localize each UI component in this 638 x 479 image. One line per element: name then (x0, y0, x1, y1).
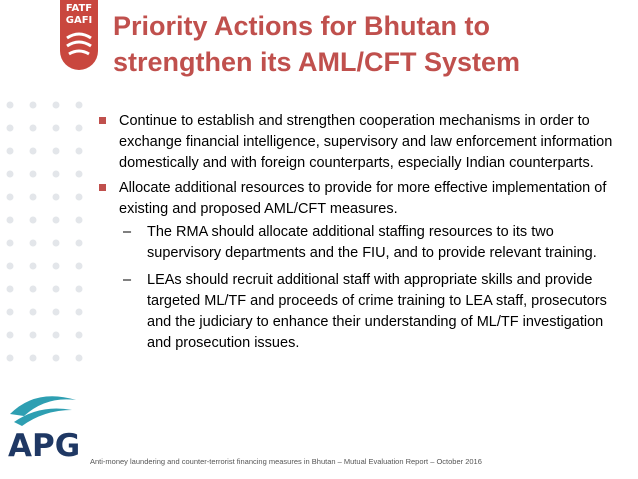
fatf-gafi-logo (60, 0, 98, 70)
slide-title (113, 8, 613, 80)
apg-logo-text: APG (8, 428, 81, 462)
title-line-2: strengthen its AML/CFT System (113, 47, 521, 77)
bullet-item (99, 111, 619, 174)
bullet-text: Continue to establish and strengthen cooperation mechanisms in order to exchange financial intelligence, supervisory and law enforcement information domestically and with foreign counterparts, especially Indian counterparts. (119, 113, 613, 171)
apg-logo (6, 392, 94, 462)
sub-bullet-text: LEAs should recruit additional staff with appropriate skills and provide targeted ML/TF and proceeds of crime training to LEA staff, prosecutors and the judiciary to enhance their understanding of ML/TF investigation and prosecution issues. (147, 272, 607, 351)
fatf-logo-text: FATF (65, 3, 93, 14)
bullet-item (99, 178, 619, 220)
sub-bullet-dash: – (123, 224, 132, 240)
gafi-logo-text: GAFI (65, 15, 93, 26)
footer-text: Anti-money laundering and counter-terrorist financing measures in Bhutan – Mutual Evaluation Report – October 2016 (90, 457, 482, 466)
dot-pattern (0, 95, 98, 395)
bullet-square-icon (99, 184, 106, 191)
title-line-1: Priority Actions for Bhutan to (113, 11, 490, 41)
sub-bullet-text: The RMA should allocate additional staffing resources to its two supervisory departments and the FIU, and to provide relevant training. (147, 224, 597, 261)
fatf-swirl-icon (65, 30, 93, 64)
bullet-text: Allocate additional resources to provide for more effective implementation of existing and proposed AML/CFT measures. (119, 180, 607, 217)
sub-bullet-item (99, 270, 619, 354)
sub-bullet-dash: – (123, 272, 132, 288)
sub-bullet-item (99, 222, 619, 264)
content-area (99, 111, 619, 354)
bullet-square-icon (99, 117, 106, 124)
left-decor-strip (0, 0, 98, 479)
